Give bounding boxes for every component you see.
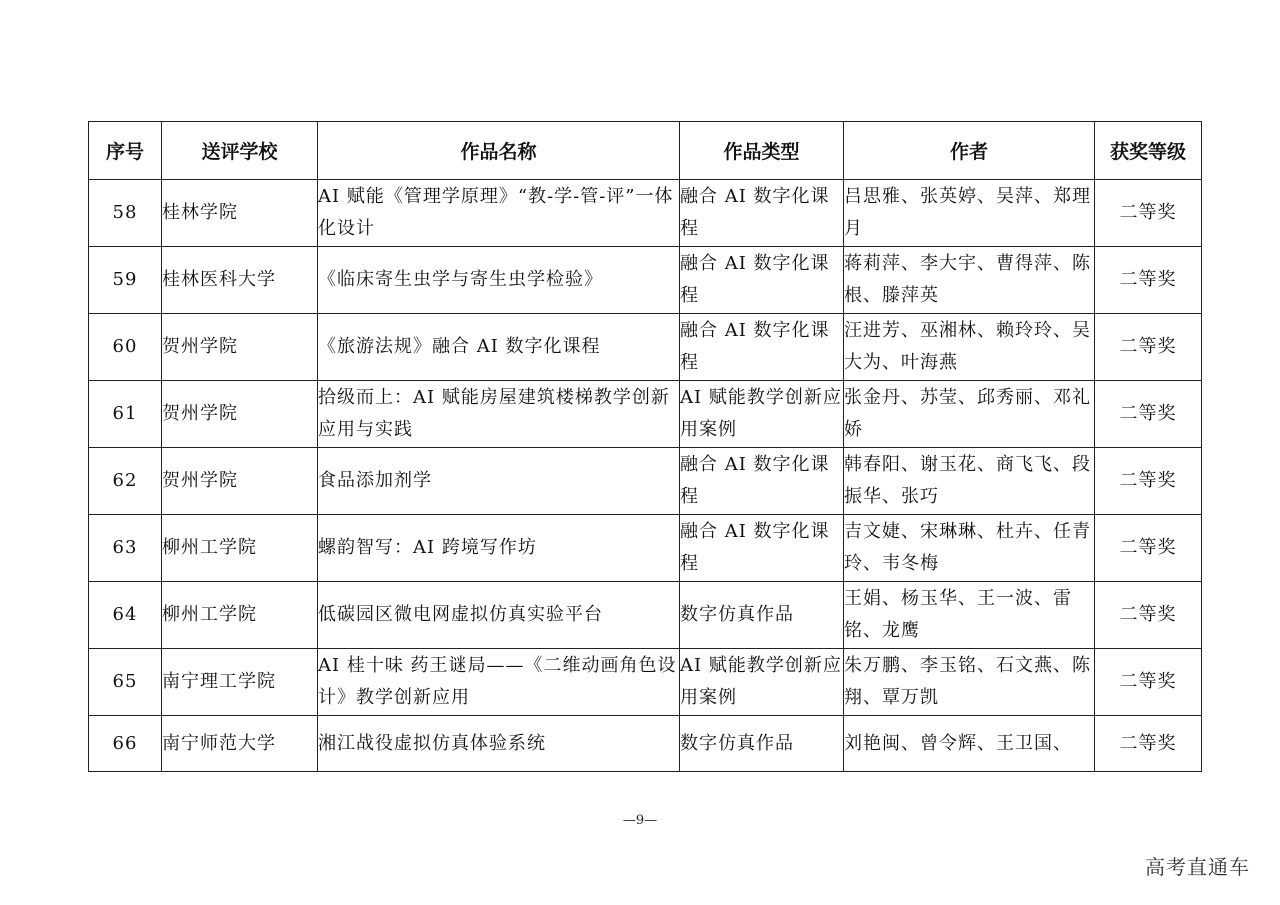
cell-authors: 韩春阳、谢玉花、商飞飞、段振华、张巧 — [844, 448, 1095, 515]
table-row — [89, 180, 1202, 247]
header-award: 获奖等级 — [1095, 122, 1202, 180]
cell-type: 融合 AI 数字化课程 — [680, 515, 844, 582]
watermark-logo-text: 高考直通车 — [1145, 855, 1250, 879]
cell-type: AI 赋能教学创新应用案例 — [680, 381, 844, 448]
cell-school: 南宁理工学院 — [162, 649, 318, 716]
cell-award: 二等奖 — [1095, 649, 1202, 716]
cell-authors: 吉文婕、宋琳琳、杜卉、任青玲、韦冬梅 — [844, 515, 1095, 582]
cell-school: 贺州学院 — [162, 314, 318, 381]
cell-school: 桂林医科大学 — [162, 247, 318, 314]
table-row — [89, 314, 1202, 381]
table-row — [89, 582, 1202, 649]
cell-title: 湘江战役虚拟仿真体验系统 — [318, 716, 680, 772]
table-row — [89, 247, 1202, 314]
table-row — [89, 381, 1202, 448]
cell-title: 螺韵智写：AI 跨境写作坊 — [318, 515, 680, 582]
table-row — [89, 515, 1202, 582]
header-type: 作品类型 — [680, 122, 844, 180]
header-no: 序号 — [89, 122, 162, 180]
cell-school: 桂林学院 — [162, 180, 318, 247]
cell-title: AI 赋能《管理学原理》“教-学-管-评”一体化设计 — [318, 180, 680, 247]
cell-authors: 王娟、杨玉华、王一波、雷铭、龙鹰 — [844, 582, 1095, 649]
cell-no: 60 — [89, 314, 162, 381]
cell-no: 59 — [89, 247, 162, 314]
cell-no: 63 — [89, 515, 162, 582]
table-body — [89, 180, 1202, 772]
awards-table — [88, 121, 1202, 772]
cell-no: 65 — [89, 649, 162, 716]
cell-authors: 汪进芳、巫湘林、赖玲玲、吴大为、叶海燕 — [844, 314, 1095, 381]
cell-authors: 刘艳闽、曾令辉、王卫国、 — [844, 716, 1095, 772]
header-school: 送评学校 — [162, 122, 318, 180]
cell-title: 《临床寄生虫学与寄生虫学检验》 — [318, 247, 680, 314]
cell-award: 二等奖 — [1095, 582, 1202, 649]
cell-school: 贺州学院 — [162, 381, 318, 448]
cell-title: 食品添加剂学 — [318, 448, 680, 515]
cell-type: 融合 AI 数字化课程 — [680, 247, 844, 314]
cell-award: 二等奖 — [1095, 314, 1202, 381]
cell-type: 融合 AI 数字化课程 — [680, 314, 844, 381]
cell-type: 数字仿真作品 — [680, 582, 844, 649]
cell-school: 南宁师范大学 — [162, 716, 318, 772]
cell-type: AI 赋能教学创新应用案例 — [680, 649, 844, 716]
table-row — [89, 448, 1202, 515]
cell-school: 柳州工学院 — [162, 582, 318, 649]
cell-school: 柳州工学院 — [162, 515, 318, 582]
cell-award: 二等奖 — [1095, 716, 1202, 772]
page-number: —9— — [622, 813, 658, 828]
cell-no: 64 — [89, 582, 162, 649]
cell-type: 融合 AI 数字化课程 — [680, 448, 844, 515]
cell-authors: 吕思雅、张英婷、吴萍、郑理月 — [844, 180, 1095, 247]
cell-authors: 蒋莉萍、李大宇、曹得萍、陈根、滕萍英 — [844, 247, 1095, 314]
cell-school: 贺州学院 — [162, 448, 318, 515]
cell-award: 二等奖 — [1095, 515, 1202, 582]
cell-title: 《旅游法规》融合 AI 数字化课程 — [318, 314, 680, 381]
table-row — [89, 716, 1202, 772]
cell-award: 二等奖 — [1095, 448, 1202, 515]
cell-type: 数字仿真作品 — [680, 716, 844, 772]
cell-no: 62 — [89, 448, 162, 515]
table-row — [89, 649, 1202, 716]
cell-award: 二等奖 — [1095, 247, 1202, 314]
cell-authors: 张金丹、苏莹、邱秀丽、邓礼娇 — [844, 381, 1095, 448]
cell-title: 低碳园区微电网虚拟仿真实验平台 — [318, 582, 680, 649]
cell-award: 二等奖 — [1095, 180, 1202, 247]
cell-no: 66 — [89, 716, 162, 772]
cell-award: 二等奖 — [1095, 381, 1202, 448]
cell-title: AI 桂十味 药王谜局——《二维动画角色设计》教学创新应用 — [318, 649, 680, 716]
cell-no: 58 — [89, 180, 162, 247]
cell-type: 融合 AI 数字化课程 — [680, 180, 844, 247]
header-title: 作品名称 — [318, 122, 680, 180]
cell-title: 拾级而上：AI 赋能房屋建筑楼梯教学创新应用与实践 — [318, 381, 680, 448]
table-header-row — [89, 122, 1202, 180]
cell-authors: 朱万鹏、李玉铭、石文燕、陈翔、覃万凯 — [844, 649, 1095, 716]
header-authors: 作者 — [844, 122, 1095, 180]
cell-no: 61 — [89, 381, 162, 448]
